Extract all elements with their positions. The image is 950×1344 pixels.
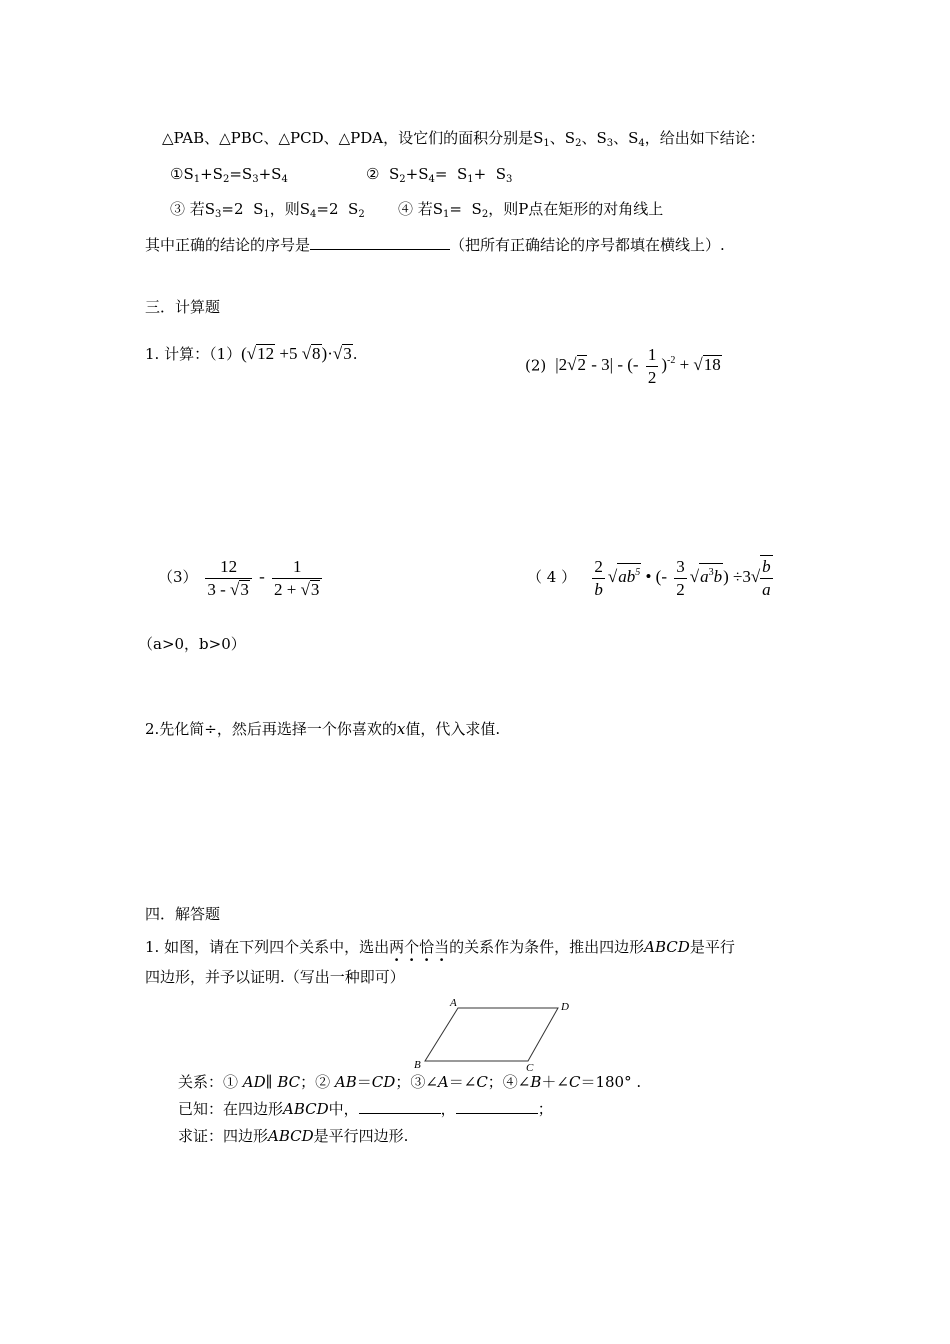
relations-line <box>178 1072 641 1092</box>
q1-part2 <box>525 344 722 389</box>
s4-q1-line1 <box>145 937 735 957</box>
given-mid: 中， <box>328 1100 359 1118</box>
q1-expression-4: $\frac{2}{b}$ $√ab^5$ • (- $\frac{3}{2}$ $√a^3b) \div 3√$ $\frac{b}{a}$ <box>594 556 771 600</box>
relations-list: ① AD∥ BC；② AB＝CD；③∠A＝∠C；④∠B＋∠C＝180° . <box>223 1073 642 1091</box>
question-prefix: 其中正确的结论的序号是 <box>145 236 311 254</box>
s4-q1-text-a: 1. 如图，请在下列四个关系中，选出 <box>145 938 390 956</box>
s4-q1-emphasis: 两个恰当 <box>389 938 450 956</box>
prove-shape: ABCD <box>268 1127 314 1145</box>
section4-heading: 四．解答题 <box>145 905 221 923</box>
q1-part3 <box>158 553 325 601</box>
answer-blank[interactable] <box>310 235 450 250</box>
q1-part1: 1. 计算：（1）(√12 +5 √8)·√3. <box>145 344 358 363</box>
prove-line <box>178 1126 408 1146</box>
q2-text <box>145 719 500 739</box>
question-suffix: （把所有正确结论的序号都填在横线上）. <box>450 236 725 254</box>
q2-text-b: 值，代入求值. <box>405 720 501 738</box>
parallelogram-shape <box>425 1008 558 1061</box>
option-3: ③ 若$S_3=2$ $S_1$，则$S_4=2$ $S_2$ <box>170 200 365 220</box>
vertex-label-b: B <box>414 1059 421 1071</box>
carryover-line1: △PAB、△PBC、△PCD、△PDA，设它们的面积分别是$S_1$、$S_2$、$S_3$、$S_4$，给出如下结论： <box>162 129 765 149</box>
condition: （a>0，b>0） <box>138 635 246 653</box>
q1-expression-1: (√12 +5 √8)·√3 <box>241 344 352 363</box>
prove-end: 是平行四边形. <box>313 1127 409 1145</box>
section3-heading: 三．计算题 <box>145 298 221 316</box>
q1-p4-label: （ 4 ） <box>527 568 577 586</box>
s4-q1-shape: ABCD <box>644 938 690 956</box>
given-blank-2[interactable] <box>456 1099 538 1114</box>
prove-label: 求证：四边形 <box>178 1127 269 1145</box>
relations-label: 关系： <box>178 1073 224 1091</box>
option-2: ② $S_2+S_4= S_1+ S_3$ <box>366 165 513 185</box>
q1-p3-label: （3） <box>158 568 198 586</box>
s4-q1-line2: 四边形，并予以证明.（写出一种即可） <box>145 968 405 986</box>
given-shape: ABCD <box>283 1100 329 1118</box>
q2-variable: x <box>396 720 406 738</box>
q1-label: 1. 计算：（1） <box>145 345 242 363</box>
q2-text-a: 2.先化简÷，然后再选择一个你喜欢的 <box>145 720 397 738</box>
q1-part4 <box>527 553 776 601</box>
vertex-label-d: D <box>561 1001 569 1013</box>
vertex-label-a: A <box>450 997 457 1009</box>
given-line: 已知：在四边形ABCD中， ， ； <box>178 1100 553 1118</box>
given-blank-1[interactable] <box>359 1099 441 1114</box>
parallelogram-figure <box>408 995 588 1075</box>
vertex-label-c: C <box>526 1062 534 1074</box>
s4-q1-text-b: 的关系作为条件，推出四边形 <box>449 938 645 956</box>
s4-q1-text-c: 是平行 <box>689 938 735 956</box>
answer-question <box>145 235 725 255</box>
q1-expression-3: $\frac{12}{3 - √3}$ - $\frac{1}{2 + √3}$ <box>202 567 325 586</box>
option-4: ④ 若$S_1= S_2$，则P点在矩形的对角线上 <box>398 200 664 220</box>
q1-expression-2: |2√2 - 3| - (- $\frac{1}{2}$ )$^{-2}$ + √18 <box>551 345 721 387</box>
option-1: $①S_1+S_2=S_3+S_4$ <box>170 165 288 185</box>
given-label: 已知：在四边形 <box>178 1100 284 1118</box>
q1-p2-label: (2) <box>525 356 547 375</box>
